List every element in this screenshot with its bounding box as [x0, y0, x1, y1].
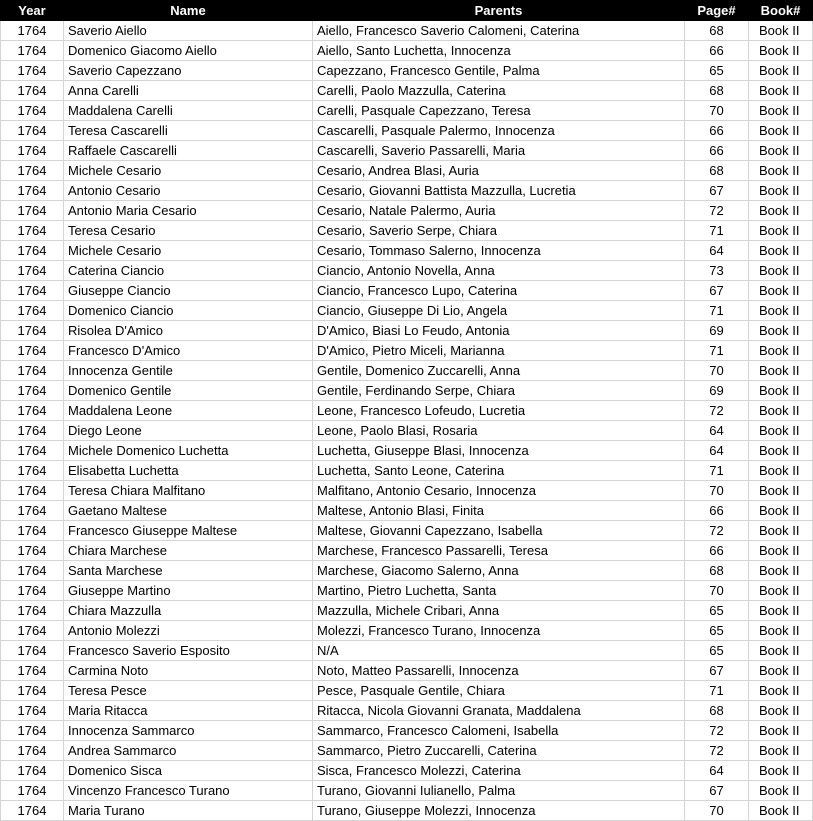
cell-year[interactable]: 1764 [1, 701, 64, 721]
cell-book[interactable]: Book II [749, 501, 813, 521]
header-parents[interactable]: Parents [313, 1, 685, 21]
cell-name[interactable]: Gaetano Maltese [64, 501, 313, 521]
cell-page[interactable]: 72 [685, 521, 749, 541]
cell-year[interactable]: 1764 [1, 441, 64, 461]
table-row [1, 281, 813, 301]
cell-parents[interactable]: Ritacca, Nicola Giovanni Granata, Maddalena [313, 701, 685, 721]
cell-parents[interactable]: Ciancio, Giuseppe Di Lio, Angela [313, 301, 685, 321]
header-year[interactable]: Year [1, 1, 64, 21]
cell-year[interactable]: 1764 [1, 181, 64, 201]
table-row [1, 201, 813, 221]
cell-name[interactable]: Antonio Maria Cesario [64, 201, 313, 221]
cell-parents[interactable]: Cascarelli, Pasquale Palermo, Innocenza [313, 121, 685, 141]
table-row [1, 441, 813, 461]
cell-parents[interactable]: Ciancio, Francesco Lupo, Caterina [313, 281, 685, 301]
cell-parents[interactable]: Turano, Giuseppe Molezzi, Innocenza [313, 801, 685, 821]
cell-year[interactable]: 1764 [1, 381, 64, 401]
cell-parents[interactable]: Malfitano, Antonio Cesario, Innocenza [313, 481, 685, 501]
table-row [1, 501, 813, 521]
cell-page[interactable]: 70 [685, 481, 749, 501]
cell-page[interactable]: 68 [685, 81, 749, 101]
cell-year[interactable]: 1764 [1, 561, 64, 581]
cell-book[interactable]: Book II [749, 801, 813, 821]
cell-page[interactable]: 71 [685, 341, 749, 361]
cell-page[interactable]: 72 [685, 741, 749, 761]
cell-name[interactable]: Domenico Gentile [64, 381, 313, 401]
cell-book[interactable]: Book II [749, 61, 813, 81]
header-book[interactable]: Book# [749, 1, 813, 21]
cell-book[interactable]: Book II [749, 21, 813, 41]
cell-book[interactable]: Book II [749, 241, 813, 261]
cell-name[interactable]: Risolea D'Amico [64, 321, 313, 341]
table-row [1, 761, 813, 781]
cell-name[interactable]: Santa Marchese [64, 561, 313, 581]
cell-book[interactable]: Book II [749, 181, 813, 201]
cell-year[interactable]: 1764 [1, 361, 64, 381]
cell-parents[interactable]: Gentile, Ferdinando Serpe, Chiara [313, 381, 685, 401]
cell-page[interactable]: 65 [685, 61, 749, 81]
cell-page[interactable]: 66 [685, 501, 749, 521]
table-body [1, 21, 813, 821]
cell-parents[interactable]: Leone, Paolo Blasi, Rosaria [313, 421, 685, 441]
cell-parents[interactable]: Cesario, Natale Palermo, Auria [313, 201, 685, 221]
cell-name[interactable]: Francesco Giuseppe Maltese [64, 521, 313, 541]
cell-year[interactable]: 1764 [1, 461, 64, 481]
table-row [1, 661, 813, 681]
cell-book[interactable]: Book II [749, 361, 813, 381]
cell-name[interactable]: Maddalena Carelli [64, 101, 313, 121]
cell-year[interactable]: 1764 [1, 621, 64, 641]
cell-name[interactable]: Caterina Ciancio [64, 261, 313, 281]
cell-year[interactable]: 1764 [1, 421, 64, 441]
header-row [1, 1, 813, 21]
cell-book[interactable]: Book II [749, 521, 813, 541]
cell-page[interactable]: 66 [685, 541, 749, 561]
cell-book[interactable]: Book II [749, 681, 813, 701]
cell-page[interactable]: 64 [685, 761, 749, 781]
table-row [1, 401, 813, 421]
table-row [1, 21, 813, 41]
cell-parents[interactable]: D'Amico, Pietro Miceli, Marianna [313, 341, 685, 361]
table-row [1, 241, 813, 261]
cell-name[interactable]: Diego Leone [64, 421, 313, 441]
cell-name[interactable]: Maddalena Leone [64, 401, 313, 421]
cell-page[interactable]: 66 [685, 41, 749, 61]
cell-year[interactable]: 1764 [1, 661, 64, 681]
cell-name[interactable]: Andrea Sammarco [64, 741, 313, 761]
cell-name[interactable]: Chiara Marchese [64, 541, 313, 561]
cell-page[interactable]: 71 [685, 681, 749, 701]
cell-page[interactable]: 69 [685, 381, 749, 401]
cell-parents[interactable]: Pesce, Pasquale Gentile, Chiara [313, 681, 685, 701]
cell-year[interactable]: 1764 [1, 641, 64, 661]
table-row [1, 421, 813, 441]
cell-parents[interactable]: Gentile, Domenico Zuccarelli, Anna [313, 361, 685, 381]
cell-book[interactable]: Book II [749, 121, 813, 141]
cell-book[interactable]: Book II [749, 581, 813, 601]
cell-name[interactable]: Teresa Cascarelli [64, 121, 313, 141]
cell-year[interactable]: 1764 [1, 301, 64, 321]
cell-year[interactable]: 1764 [1, 801, 64, 821]
table-row [1, 701, 813, 721]
table-row [1, 601, 813, 621]
cell-book[interactable]: Book II [749, 281, 813, 301]
cell-book[interactable]: Book II [749, 661, 813, 681]
table-row [1, 361, 813, 381]
table-row [1, 481, 813, 501]
cell-name[interactable]: Francesco Saverio Esposito [64, 641, 313, 661]
table-row [1, 741, 813, 761]
cell-parents[interactable]: Luchetta, Santo Leone, Caterina [313, 461, 685, 481]
cell-page[interactable]: 67 [685, 661, 749, 681]
cell-name[interactable]: Maria Turano [64, 801, 313, 821]
cell-book[interactable]: Book II [749, 761, 813, 781]
cell-name[interactable]: Saverio Aiello [64, 21, 313, 41]
cell-page[interactable]: 69 [685, 321, 749, 341]
cell-page[interactable]: 68 [685, 561, 749, 581]
table-row [1, 461, 813, 481]
cell-parents[interactable]: Cesario, Tommaso Salerno, Innocenza [313, 241, 685, 261]
cell-year[interactable]: 1764 [1, 781, 64, 801]
cell-parents[interactable]: Maltese, Giovanni Capezzano, Isabella [313, 521, 685, 541]
cell-name[interactable]: Teresa Pesce [64, 681, 313, 701]
table-row [1, 541, 813, 561]
cell-name[interactable]: Domenico Giacomo Aiello [64, 41, 313, 61]
cell-name[interactable]: Maria Ritacca [64, 701, 313, 721]
cell-page[interactable]: 64 [685, 241, 749, 261]
table-row [1, 221, 813, 241]
table-row [1, 61, 813, 81]
cell-parents[interactable]: Carelli, Paolo Mazzulla, Caterina [313, 81, 685, 101]
cell-year[interactable]: 1764 [1, 341, 64, 361]
cell-year[interactable]: 1764 [1, 21, 64, 41]
cell-name[interactable]: Teresa Chiara Malfitano [64, 481, 313, 501]
cell-name[interactable]: Francesco D'Amico [64, 341, 313, 361]
cell-parents[interactable]: Cascarelli, Saverio Passarelli, Maria [313, 141, 685, 161]
cell-year[interactable]: 1764 [1, 41, 64, 61]
cell-name[interactable]: Giuseppe Martino [64, 581, 313, 601]
cell-parents[interactable]: Turano, Giovanni Iulianello, Palma [313, 781, 685, 801]
table-row [1, 161, 813, 181]
cell-year[interactable]: 1764 [1, 721, 64, 741]
cell-name[interactable]: Innocenza Sammarco [64, 721, 313, 741]
cell-parents[interactable]: Mazzulla, Michele Cribari, Anna [313, 601, 685, 621]
cell-year[interactable]: 1764 [1, 121, 64, 141]
cell-page[interactable]: 72 [685, 721, 749, 741]
cell-parents[interactable]: Aiello, Santo Luchetta, Innocenza [313, 41, 685, 61]
header-name[interactable]: Name [64, 1, 313, 21]
cell-name[interactable]: Antonio Molezzi [64, 621, 313, 641]
table-row [1, 561, 813, 581]
cell-name[interactable]: Michele Domenico Luchetta [64, 441, 313, 461]
cell-parents[interactable]: Luchetta, Giuseppe Blasi, Innocenza [313, 441, 685, 461]
cell-parents[interactable]: Aiello, Francesco Saverio Calomeni, Caterina [313, 21, 685, 41]
cell-year[interactable]: 1764 [1, 401, 64, 421]
header-page[interactable]: Page# [685, 1, 749, 21]
cell-year[interactable]: 1764 [1, 521, 64, 541]
table-row [1, 721, 813, 741]
cell-parents[interactable]: Maltese, Antonio Blasi, Finita [313, 501, 685, 521]
table-row [1, 621, 813, 641]
cell-book[interactable]: Book II [749, 441, 813, 461]
cell-name[interactable]: Elisabetta Luchetta [64, 461, 313, 481]
cell-page[interactable]: 70 [685, 361, 749, 381]
cell-year[interactable]: 1764 [1, 141, 64, 161]
cell-year[interactable]: 1764 [1, 681, 64, 701]
table-row [1, 641, 813, 661]
cell-year[interactable]: 1764 [1, 241, 64, 261]
cell-parents[interactable]: N/A [313, 641, 685, 661]
table-row [1, 341, 813, 361]
cell-page[interactable]: 67 [685, 181, 749, 201]
cell-year[interactable]: 1764 [1, 261, 64, 281]
cell-year[interactable]: 1764 [1, 741, 64, 761]
cell-parents[interactable]: Ciancio, Antonio Novella, Anna [313, 261, 685, 281]
cell-book[interactable]: Book II [749, 541, 813, 561]
cell-parents[interactable]: Cesario, Andrea Blasi, Auria [313, 161, 685, 181]
cell-page[interactable]: 65 [685, 601, 749, 621]
cell-page[interactable]: 71 [685, 221, 749, 241]
cell-name[interactable]: Michele Cesario [64, 161, 313, 181]
cell-year[interactable]: 1764 [1, 161, 64, 181]
cell-book[interactable]: Book II [749, 781, 813, 801]
cell-name[interactable]: Antonio Cesario [64, 181, 313, 201]
cell-name[interactable]: Raffaele Cascarelli [64, 141, 313, 161]
cell-parents[interactable]: Sammarco, Francesco Calomeni, Isabella [313, 721, 685, 741]
cell-year[interactable]: 1764 [1, 201, 64, 221]
table-row [1, 681, 813, 701]
cell-page[interactable]: 73 [685, 261, 749, 281]
cell-name[interactable]: Teresa Cesario [64, 221, 313, 241]
cell-page[interactable]: 66 [685, 141, 749, 161]
cell-parents[interactable]: Cesario, Giovanni Battista Mazzulla, Lucretia [313, 181, 685, 201]
cell-name[interactable]: Anna Carelli [64, 81, 313, 101]
cell-page[interactable]: 65 [685, 621, 749, 641]
cell-parents[interactable]: Molezzi, Francesco Turano, Innocenza [313, 621, 685, 641]
cell-book[interactable]: Book II [749, 381, 813, 401]
cell-page[interactable]: 72 [685, 401, 749, 421]
cell-parents[interactable]: Capezzano, Francesco Gentile, Palma [313, 61, 685, 81]
cell-year[interactable]: 1764 [1, 101, 64, 121]
cell-page[interactable]: 68 [685, 161, 749, 181]
table-row [1, 121, 813, 141]
table-row [1, 261, 813, 281]
cell-book[interactable]: Book II [749, 461, 813, 481]
table-row [1, 381, 813, 401]
table-row [1, 521, 813, 541]
cell-book[interactable]: Book II [749, 641, 813, 661]
table-row [1, 781, 813, 801]
cell-book[interactable]: Book II [749, 141, 813, 161]
cell-book[interactable]: Book II [749, 561, 813, 581]
cell-year[interactable]: 1764 [1, 481, 64, 501]
table-row [1, 581, 813, 601]
cell-name[interactable]: Carmina Noto [64, 661, 313, 681]
cell-parents[interactable]: Noto, Matteo Passarelli, Innocenza [313, 661, 685, 681]
cell-book[interactable]: Book II [749, 481, 813, 501]
cell-parents[interactable]: Marchese, Francesco Passarelli, Teresa [313, 541, 685, 561]
table-row [1, 41, 813, 61]
cell-year[interactable]: 1764 [1, 601, 64, 621]
cell-book[interactable]: Book II [749, 741, 813, 761]
cell-book[interactable]: Book II [749, 161, 813, 181]
cell-parents[interactable]: Marchese, Giacomo Salerno, Anna [313, 561, 685, 581]
cell-parents[interactable]: Leone, Francesco Lofeudo, Lucretia [313, 401, 685, 421]
cell-parents[interactable]: Martino, Pietro Luchetta, Santa [313, 581, 685, 601]
cell-book[interactable]: Book II [749, 621, 813, 641]
table-row [1, 141, 813, 161]
table-row [1, 321, 813, 341]
cell-book[interactable]: Book II [749, 221, 813, 241]
cell-name[interactable]: Michele Cesario [64, 241, 313, 261]
cell-year[interactable]: 1764 [1, 761, 64, 781]
table-row [1, 81, 813, 101]
cell-book[interactable]: Book II [749, 41, 813, 61]
cell-name[interactable]: Domenico Ciancio [64, 301, 313, 321]
cell-page[interactable]: 67 [685, 281, 749, 301]
cell-name[interactable]: Innocenza Gentile [64, 361, 313, 381]
cell-page[interactable]: 66 [685, 121, 749, 141]
cell-parents[interactable]: Sammarco, Pietro Zuccarelli, Caterina [313, 741, 685, 761]
table-row [1, 101, 813, 121]
cell-page[interactable]: 71 [685, 301, 749, 321]
cell-book[interactable]: Book II [749, 701, 813, 721]
table-header [1, 1, 813, 21]
cell-parents[interactable]: Sisca, Francesco Molezzi, Caterina [313, 761, 685, 781]
cell-book[interactable]: Book II [749, 421, 813, 441]
cell-parents[interactable]: Cesario, Saverio Serpe, Chiara [313, 221, 685, 241]
table-row [1, 801, 813, 821]
cell-parents[interactable]: Carelli, Pasquale Capezzano, Teresa [313, 101, 685, 121]
cell-year[interactable]: 1764 [1, 321, 64, 341]
cell-page[interactable]: 68 [685, 21, 749, 41]
cell-book[interactable]: Book II [749, 261, 813, 281]
cell-book[interactable]: Book II [749, 601, 813, 621]
cell-page[interactable]: 72 [685, 201, 749, 221]
cell-year[interactable]: 1764 [1, 81, 64, 101]
cell-book[interactable]: Book II [749, 81, 813, 101]
table-row [1, 301, 813, 321]
cell-year[interactable]: 1764 [1, 581, 64, 601]
cell-page[interactable]: 65 [685, 641, 749, 661]
cell-book[interactable]: Book II [749, 721, 813, 741]
cell-book[interactable]: Book II [749, 201, 813, 221]
cell-name[interactable]: Saverio Capezzano [64, 61, 313, 81]
cell-name[interactable]: Vincenzo Francesco Turano [64, 781, 313, 801]
cell-year[interactable]: 1764 [1, 221, 64, 241]
cell-book[interactable]: Book II [749, 401, 813, 421]
cell-year[interactable]: 1764 [1, 281, 64, 301]
cell-page[interactable]: 71 [685, 461, 749, 481]
cell-book[interactable]: Book II [749, 301, 813, 321]
cell-parents[interactable]: D'Amico, Biasi Lo Feudo, Antonia [313, 321, 685, 341]
cell-year[interactable]: 1764 [1, 541, 64, 561]
cell-page[interactable]: 70 [685, 801, 749, 821]
cell-page[interactable]: 70 [685, 581, 749, 601]
cell-book[interactable]: Book II [749, 321, 813, 341]
cell-name[interactable]: Domenico Sisca [64, 761, 313, 781]
cell-year[interactable]: 1764 [1, 501, 64, 521]
cell-page[interactable]: 70 [685, 101, 749, 121]
cell-page[interactable]: 64 [685, 421, 749, 441]
cell-year[interactable]: 1764 [1, 61, 64, 81]
cell-page[interactable]: 67 [685, 781, 749, 801]
cell-book[interactable]: Book II [749, 341, 813, 361]
cell-name[interactable]: Giuseppe Ciancio [64, 281, 313, 301]
cell-name[interactable]: Chiara Mazzulla [64, 601, 313, 621]
cell-page[interactable]: 64 [685, 441, 749, 461]
cell-book[interactable]: Book II [749, 101, 813, 121]
cell-page[interactable]: 68 [685, 701, 749, 721]
table-row [1, 181, 813, 201]
